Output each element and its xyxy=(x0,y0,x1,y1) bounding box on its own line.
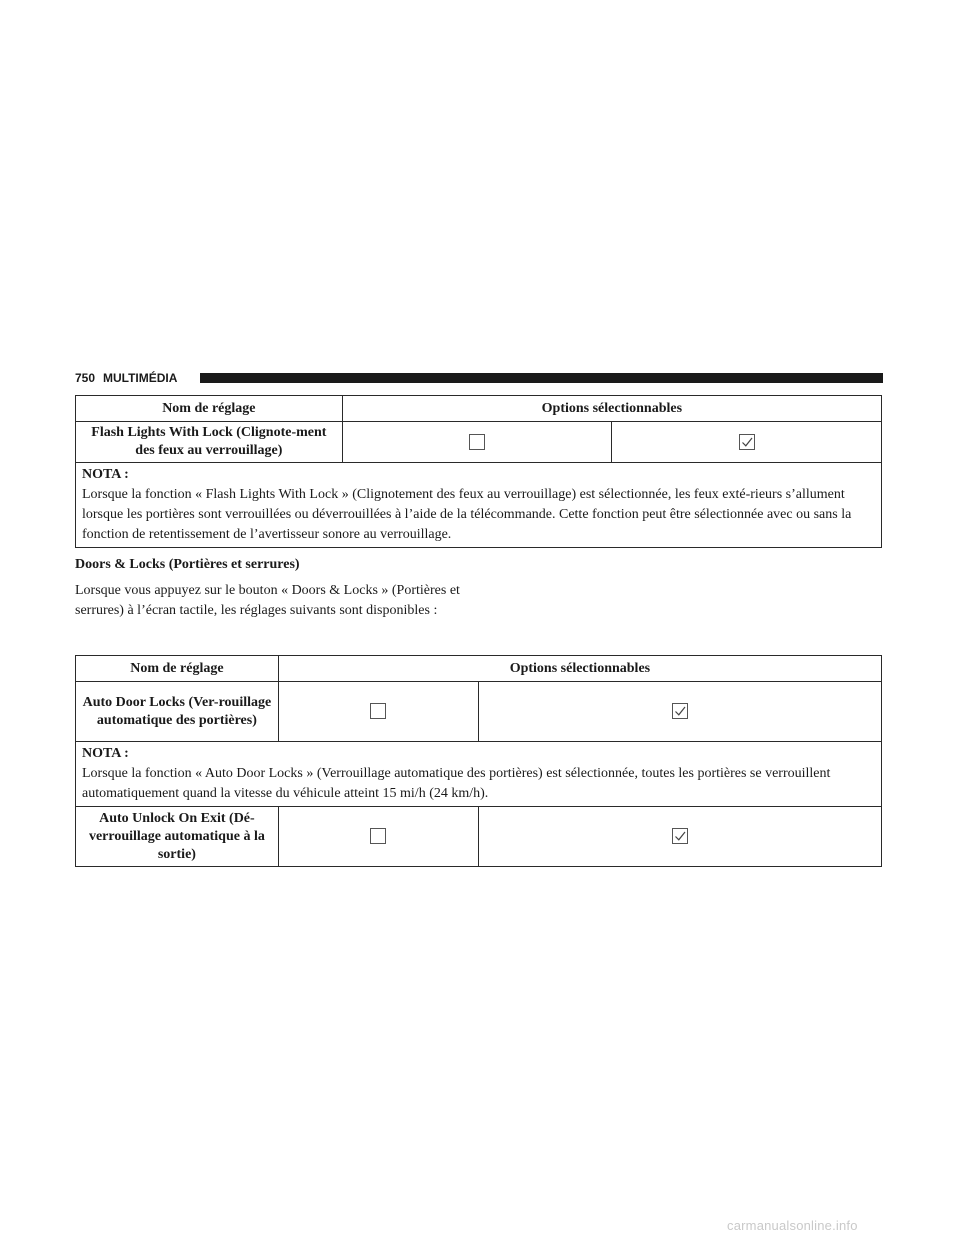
option-on-cell xyxy=(612,422,882,463)
column-header-name: Nom de réglage xyxy=(76,656,279,682)
note-text: Lorsque la fonction « Auto Door Locks » (Verrouillage automatique des portières) est sélectionnée, toutes les portières se verrouillent automatiquement quand la vitesse du véhicule atteint 15 mi/h (24 km/h). xyxy=(82,766,831,801)
section-heading: Doors & Locks (Portières et serrures) xyxy=(75,557,300,572)
option-on-cell xyxy=(478,807,881,867)
table-row xyxy=(76,807,882,867)
note-label: NOTA : xyxy=(82,746,129,761)
section-title: MULTIMÉDIA xyxy=(103,371,178,385)
unchecked-box-icon[interactable] xyxy=(370,703,386,719)
table-header-row xyxy=(76,396,882,422)
setting-name-flash-lights: Flash Lights With Lock (Clignote-ment des feux au verrouillage) xyxy=(76,422,343,463)
checked-box-icon[interactable] xyxy=(739,434,755,450)
column-header-options: Options sélectionnables xyxy=(278,656,881,682)
checked-box-icon[interactable] xyxy=(672,703,688,719)
page-number: 750 xyxy=(75,371,96,385)
watermark: carmanualsonline.info xyxy=(727,1218,858,1233)
setting-name-auto-unlock-on-exit: Auto Unlock On Exit (Dé-verrouillage automatique à la sortie) xyxy=(76,807,279,867)
option-off-cell xyxy=(278,807,478,867)
table-header-row xyxy=(76,656,882,682)
note-label: NOTA : xyxy=(82,467,129,482)
page-header xyxy=(75,370,883,386)
note-row xyxy=(76,463,882,548)
settings-table-doors xyxy=(75,655,882,867)
column-header-options: Options sélectionnables xyxy=(342,396,881,422)
note-text: Lorsque la fonction « Flash Lights With Lock » (Clignotement des feux au verrouillage) est sélectionnée, les feux exté-rieurs s’allument lorsque les portières sont verrouillées ou déverrouillées à l’aide de la télécommande. Cette fonction peut être sélectionnée avec ou sans la fonction de retentissement de l’avertisseur sonore au verrouillage. xyxy=(82,487,852,542)
note-cell xyxy=(76,463,882,548)
table-row xyxy=(76,682,882,742)
section-paragraph: Lorsque vous appuyez sur le bouton « Doors & Locks » (Portières et serrures) à l’écran tactile, les réglages suivants sont disponibles : xyxy=(75,583,460,618)
table-row xyxy=(76,422,882,463)
column-header-name: Nom de réglage xyxy=(76,396,343,422)
unchecked-box-icon[interactable] xyxy=(370,828,386,844)
note-cell xyxy=(76,742,882,807)
checked-box-icon[interactable] xyxy=(672,828,688,844)
header-rule xyxy=(200,373,883,383)
unchecked-box-icon[interactable] xyxy=(469,434,485,450)
option-off-cell xyxy=(278,682,478,742)
setting-name-auto-door-locks: Auto Door Locks (Ver-rouillage automatique des portières) xyxy=(76,682,279,742)
option-off-cell xyxy=(342,422,612,463)
settings-table-lights xyxy=(75,395,882,548)
note-row xyxy=(76,742,882,807)
option-on-cell xyxy=(478,682,881,742)
